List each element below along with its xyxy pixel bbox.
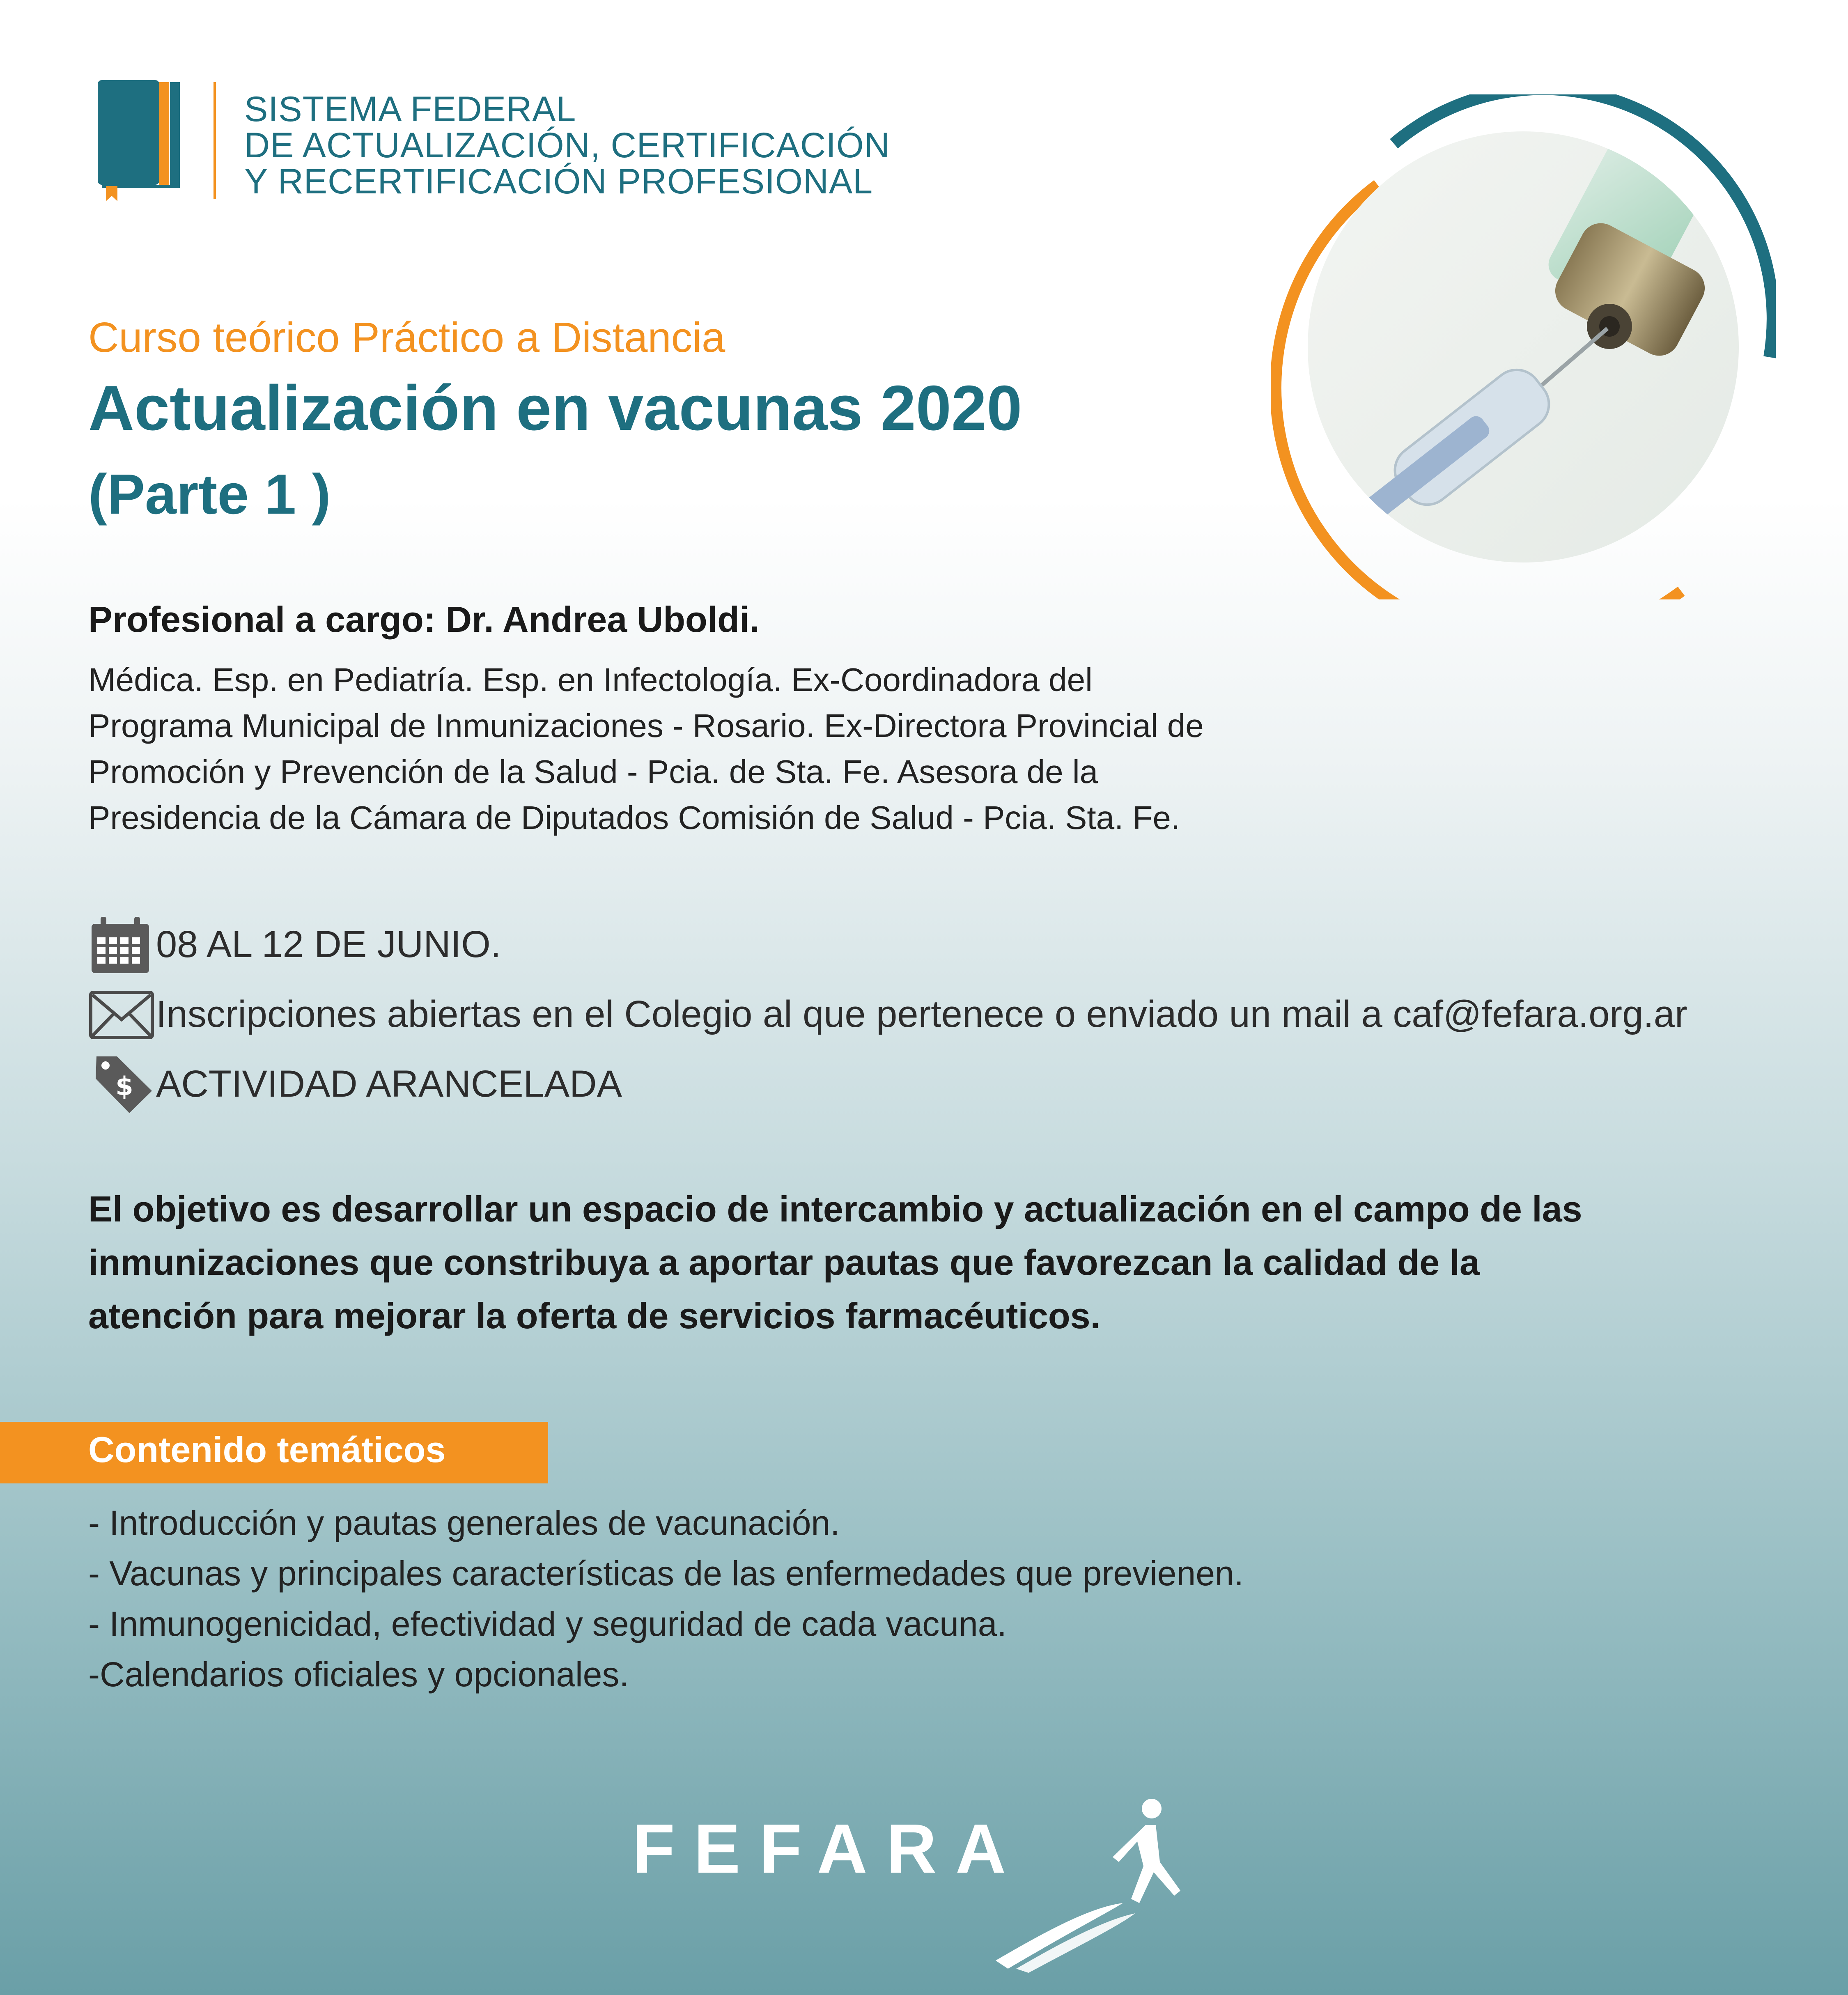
list-item: - Inmunogenicidad, efectividad y seguridad de cada vacuna. [88,1605,1007,1643]
date-text: 08 AL 12 DE JUNIO. [156,923,501,965]
bio-line: Presidencia de la Cámara de Diputados Comisión de Salud - Pcia. Sta. Fe. [88,799,1180,836]
program-name-line: Y RECERTIFICACIÓN PROFESIONAL [244,162,873,201]
course-subtitle: Curso teórico Práctico a Distancia [88,314,725,361]
objective-line: inmunizaciones que constribuya a aportar pautas que favorezcan la calidad de la [88,1242,1480,1283]
fefara-walking-figure-icon [983,1796,1205,1977]
calendar-icon [88,914,156,975]
program-name-line: SISTEMA FEDERAL [244,90,576,129]
program-name [244,91,942,200]
fee-row [88,1051,622,1117]
registration-row [88,981,1687,1047]
svg-text:$: $ [115,1071,133,1101]
contents-list [88,1498,1731,1700]
objective-line: El objetivo es desarrollar un espacio de intercambio y actualización en el campo de las [88,1189,1582,1229]
price-tag-icon [88,1053,156,1115]
list-item: - Vacunas y principales características de las enfermedades que previenen. [88,1554,1244,1593]
envelope-icon [88,983,156,1045]
course-title: Actualización en vacunas 2020 [88,372,1022,443]
program-name-line: DE ACTUALIZACIÓN, CERTIFICACIÓN [244,126,890,165]
course-part: (Parte 1 ) [88,463,331,526]
list-item: - Introducción y pautas generales de vacunación. [88,1504,840,1542]
fefara-logo-text: FEFARA [632,1810,1025,1888]
list-item: -Calendarios oficiales y opcionales. [88,1655,629,1694]
header-divider [213,82,216,199]
bio-line: Médica. Esp. en Pediatría. Esp. en Infectología. Ex-Coordinadora del [88,661,1093,698]
bio-line: Programa Municipal de Inmunizaciones - Rosario. Ex-Directora Provincial de [88,707,1204,744]
vaccine-vial-image [1271,94,1776,599]
professional-title: Profesional a cargo: Dr. Andrea Uboldi. [88,599,760,640]
contents-header-label: Contenido temáticos [88,1429,446,1470]
objective-line: atención para mejorar la oferta de servicios farmacéuticos. [88,1295,1101,1336]
fee-text: ACTIVIDAD ARANCELADA [156,1063,622,1105]
bio-line: Promoción y Prevención de la Salud - Pcia. de Sta. Fe. Asesora de la [88,753,1098,790]
date-row [88,911,501,977]
objective-paragraph [88,1182,1772,1343]
book-icon [98,80,184,203]
registration-text: Inscripciones abiertas en el Colegio al que pertenece o enviado un mail a caf@fefara.org.ar [156,993,1687,1035]
professional-bio [88,657,1484,841]
